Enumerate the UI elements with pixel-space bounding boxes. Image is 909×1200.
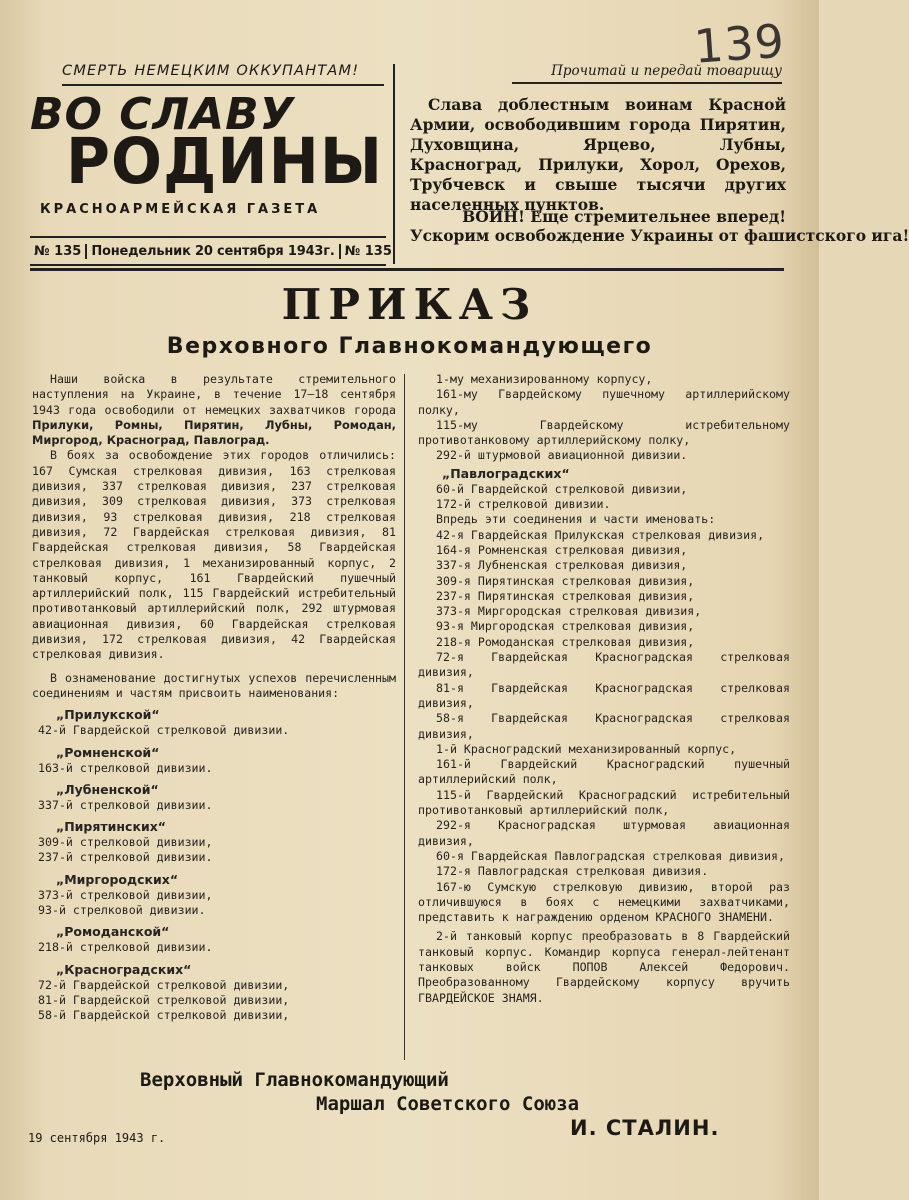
honorific-unit: 72-й Гвардейской стрелковой дивизии, — [38, 977, 290, 992]
honorific-unit: 218-й стрелковой дивизии. — [38, 940, 213, 955]
issue-number-left: № 135 — [34, 243, 82, 259]
honorific-name: „Павлоградских“ — [442, 465, 570, 481]
renamed-unit: 42-я Гвардейская Прилукская стрелковая дивизия, — [436, 527, 765, 542]
order-title: ПРИКАЗ — [281, 280, 538, 329]
renamed-unit: 72-я Гвардейская Красноградская стрелковая дивизия, — [418, 650, 790, 680]
soldier-appeal — [410, 207, 909, 263]
newspaper-title-line2: РОДИНЫ — [66, 125, 384, 199]
masthead-rule-right — [512, 82, 782, 84]
honorific-unit: 337-й стрелковой дивизии. — [38, 797, 213, 812]
soldier-appeal-line2: Ускорим освобождение Украины от фашистского ига! — [410, 226, 909, 245]
renamed-unit: 81-я Гвардейская Красноградская стрелковая дивизия, — [418, 680, 790, 710]
handwritten-archive-number: 139 — [692, 13, 787, 74]
liberated-cities: Прилуки, Ромны, Пирятин, Лубны, Ромодан, Миргород, Красноград, Павлоград. — [32, 417, 396, 448]
renamed-unit: 172-я Павлоградская стрелковая дивизия. — [436, 864, 709, 879]
honorific-unit: 373-й стрелковой дивизии, — [38, 887, 213, 902]
newspaper-subtitle: КРАСНОАРМЕЙСКАЯ ГАЗЕТА — [40, 202, 321, 217]
renamed-unit: 60-я Гвардейская Павлоградская стрелковая дивизия, — [436, 848, 786, 863]
renamed-unit: 93-я Миргородская стрелковая дивизия, — [436, 619, 695, 634]
order-paragraph-2: В боях за освобождение этих городов отличились: 167 Сумская стрелковая дивизия, 163 стрелковая дивизия, 337 стрелковая дивизия, 237 стрелковая дивизия, 309 стрелковая дивизия, 373 стрелковая дивизия, 93 стрелковая дивизия, 218 стрелковая дивизия, 72 Гвардейская стрелковая дивизия, 81 Гвардейская стрелковая дивизия, 58 Гвардейская стрелковая дивизия, 1 механизированный корпус, 2 танковый корпус, 161 Гвардейский пушечный артиллерийский полк, 115 Гвардейский истребительный противотанковый артиллерийский полк, 292 штурмовая авиационная дивизия, 60 Гвардейская стрелковая дивизия, 172 стрелковая дивизия, 42 Гвардейская стрелковая дивизия. — [32, 448, 396, 662]
honorific-name: „Ромненской“ — [56, 744, 160, 760]
renamed-unit: 218-я Ромоданская стрелковая дивизия, — [436, 634, 695, 649]
unit-line: 115-му Гвардейскому истребительному противотанковому артиллерийскому полку, — [418, 417, 790, 448]
order-paragraph-1-text: Наши войска в результате стремительного наступления на Украине, в течение 17—18 сентября 1943 года освободили от немецких захватчиков города — [32, 372, 396, 417]
soldier-appeal-line1: ВОИН! Еще стремительнее вперед! — [462, 207, 786, 226]
honorific-name-block — [32, 924, 396, 955]
rename-intro: Впредь эти соединения и части именовать: — [436, 512, 716, 527]
honorific-name: „Прилукской“ — [56, 707, 160, 723]
masthead-divider — [393, 64, 395, 264]
renamed-unit: 115-й Гвардейский Красноградский истребительный противотанковый артиллерийский полк, — [418, 787, 790, 818]
renamed-unit: 164-я Ромненская стрелковая дивизия, — [436, 542, 688, 557]
honorific-name-block — [32, 745, 396, 776]
slogan-right: Прочитай и передай товарищу — [551, 63, 782, 79]
order-right-column — [418, 372, 790, 1062]
order-paragraph-3: В ознаменование достигнутых успехов перечисленным соединениям и частям присвоить наименования: — [32, 670, 396, 700]
honorific-name: „Миргородских“ — [56, 871, 179, 887]
newspaper-title-line1: ВО СЛАВУ — [30, 89, 295, 140]
unit-line: 292-й штурмовой авиационной дивизии. — [436, 448, 688, 463]
award-paragraph: 167-ю Сумскую стрелковую дивизию, второй раз отличившуюся в боях с немецкими захватчиками, представить к награждению орденом КРАСНОГО ЗНАМЕНИ. — [418, 879, 790, 925]
renamed-unit: 292-я Красноградская штурмовая авиационная дивизия, — [418, 818, 790, 848]
honorific-unit: 309-й стрелковой дивизии, — [38, 835, 213, 850]
header-rule — [30, 268, 784, 271]
honorific-unit: 163-й стрелковой дивизии. — [38, 760, 213, 775]
renamed-unit: 161-й Гвардейский Красноградский пушечный артиллерийский полк, — [418, 757, 790, 787]
honorific-name: „Красноградских“ — [56, 961, 192, 977]
order-date: 19 сентября 1943 г. — [28, 1131, 166, 1145]
renamed-unit: 337-я Лубненская стрелковая дивизия, — [436, 558, 688, 573]
unit-line: 60-й Гвардейской стрелковой дивизии, — [436, 481, 688, 496]
honorific-name: „Лубненской“ — [56, 781, 159, 797]
unit-line: 1-му механизированному корпусу, — [436, 372, 653, 386]
renamed-unit: 1-й Красноградский механизированный корпус, — [436, 741, 737, 756]
renamed-unit: 237-я Пирятинская стрелковая дивизия, — [436, 588, 695, 603]
column-divider — [404, 374, 405, 1060]
order-subtitle: Верховного Главнокомандующего — [166, 334, 653, 359]
signature-rank: Маршал Советского Союза — [316, 1093, 580, 1115]
honorific-unit: 58-й Гвардейской стрелковой дивизии, — [38, 1008, 290, 1023]
honorific-name-block — [32, 819, 396, 866]
renamed-unit: 373-я Миргородская стрелковая дивизия, — [436, 604, 702, 619]
honorific-name-block — [32, 872, 396, 919]
masthead-rule-left — [62, 84, 384, 86]
signature-name: И. СТАЛИН. — [570, 1116, 720, 1140]
renamed-unit: 309-я Пирятинская стрелковая дивизия, — [436, 573, 695, 588]
honorific-unit: 237-й стрелковой дивизии. — [38, 850, 213, 865]
issue-number-right: № 135 — [344, 243, 392, 259]
honorific-name: „Ромоданской“ — [56, 924, 170, 940]
honorific-unit: 93-й стрелковой дивизии. — [38, 903, 206, 918]
tank-corps-paragraph: 2-й танковый корпус преобразовать в 8 Гвардейский танковый корпус. Командир корпуса генерал-лейтенант танковых войск ПОПОВ Алексей Федорович. Преобразованному Гвардейскому корпусу вручить ГВАРДЕЙСКОЕ ЗНАМЯ. — [418, 929, 790, 1005]
issue-bar — [30, 236, 392, 266]
unit-line: 161-му Гвардейскому пушечному артиллерийскому полку, — [418, 387, 790, 417]
signature-title: Верховный Главнокомандующий — [140, 1069, 449, 1091]
order-left-column — [32, 372, 396, 1062]
honorific-name: „Пирятинских“ — [56, 819, 166, 835]
honorific-name-block — [32, 707, 396, 738]
order-paragraph-1 — [32, 372, 396, 448]
honorific-name-block — [32, 782, 396, 813]
unit-line: 172-й стрелковой дивизии. — [436, 497, 611, 512]
renamed-unit: 58-я Гвардейская Красноградская стрелковая дивизия, — [418, 711, 790, 741]
glory-banner: Слава доблестным воинам Красной Армии, освободившим города Пирятин, Духовщина, Ярцево, Лубны, Красноград, Прилуки, Хорол, Орехов, Трубчевск и свыше тысячи других населенных пунктов. — [410, 95, 786, 214]
honorific-names-list — [32, 707, 396, 1023]
honorific-name-block — [32, 962, 396, 1024]
slogan-left: СМЕРТЬ НЕМЕЦКИМ ОККУПАНТАМ! — [62, 63, 360, 79]
issue-date: Понедельник 20 сентября 1943г. — [85, 244, 340, 259]
honorific-unit: 81-й Гвардейской стрелковой дивизии, — [38, 992, 290, 1007]
honorific-unit: 42-й Гвардейской стрелковой дивизии. — [38, 723, 290, 738]
